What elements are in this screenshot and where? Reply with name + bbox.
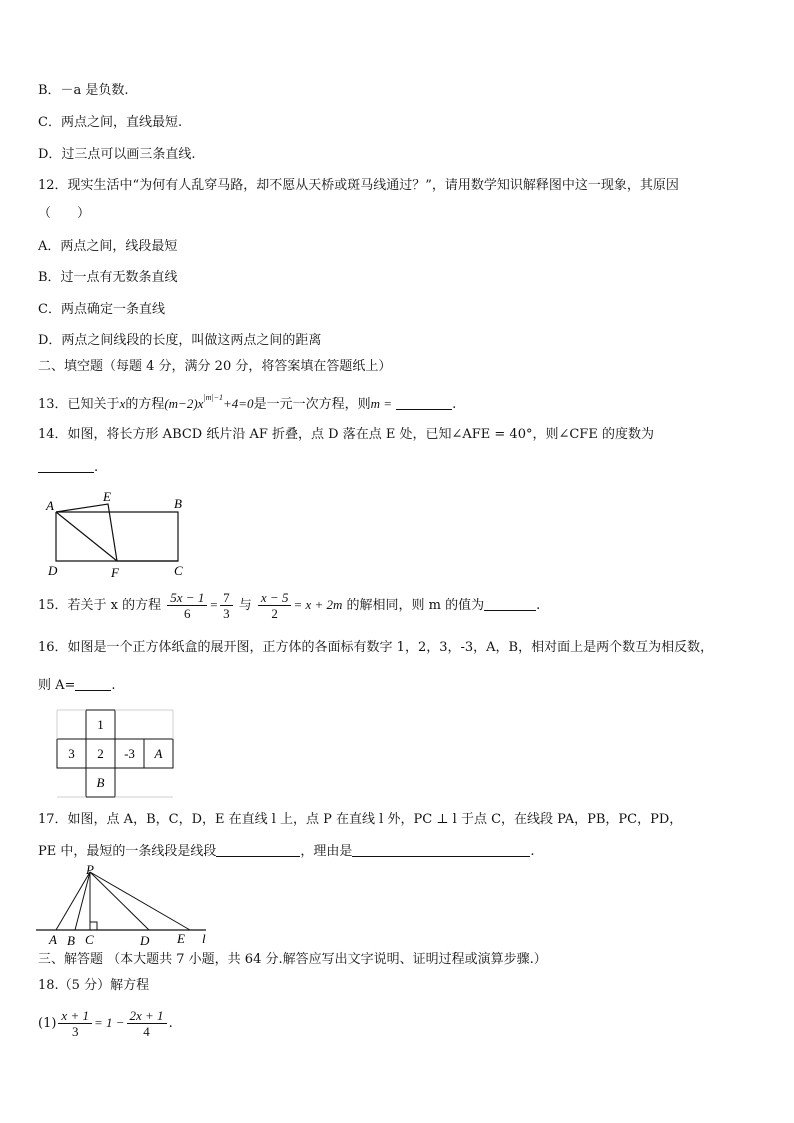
q17-right-angle-mark	[90, 922, 97, 930]
q16-value-top: 1	[97, 717, 104, 732]
q17-label-l: l	[202, 931, 206, 946]
q14-answer	[38, 458, 98, 478]
q16-answer	[38, 676, 116, 696]
q15-mid: 与	[238, 598, 252, 613]
q14-label-e: E	[103, 489, 111, 504]
q14-label-f: F	[111, 565, 119, 580]
q16-stem: 16．如图是一个正方体纸盒的展开图，正方体的各面标有数字 1，2，3，-3，A，B，相对面上是两个数互为相反数，	[38, 640, 714, 655]
q13-post: 是一元一次方程，则	[253, 397, 371, 412]
q16-value-right2: A	[154, 746, 163, 761]
q15-answer-blank[interactable]	[484, 596, 536, 611]
q18-rhs: = 1 −	[93, 1015, 125, 1030]
q17-label-e: E	[177, 931, 185, 946]
q13	[38, 388, 456, 415]
q16-a-equals: 则 A=	[38, 678, 76, 693]
q12-option-b: B．过一点有无数条直线	[38, 270, 178, 285]
section-2-heading: 二、填空题（每题 4 分，满分 20 分，将答案填在答题纸上）	[38, 359, 392, 374]
q17-line-2b: ，理由是	[300, 844, 353, 859]
q18-equation	[38, 1003, 173, 1044]
q16-cube-net	[54, 708, 176, 798]
q14-answer-blank[interactable]	[38, 458, 94, 473]
q17-segment-pb	[75, 872, 90, 930]
q17-line-2	[38, 842, 535, 862]
q17-end: .	[530, 844, 535, 859]
q13-answer-blank[interactable]	[396, 395, 452, 410]
q15-fraction-1: $\frac{5x - 1}{6}$	[167, 590, 207, 621]
q14-stem: 14．如图，将长方形 ABCD 纸片沿 AF 折叠，点 D 落在点 E 处，已知∠AFE = 40°，则∠CFE 的度数为	[38, 427, 654, 442]
q16-answer-blank[interactable]	[75, 676, 111, 691]
q16-end: .	[111, 678, 116, 693]
q15-rhs: = x + 2m	[293, 597, 343, 612]
q17-label-p: P	[86, 862, 94, 877]
q17-label-a: A	[49, 932, 57, 947]
q12-paren: （ ）	[38, 206, 91, 221]
q13-x: x	[119, 396, 126, 411]
q18-part-label: (1)	[38, 1016, 57, 1031]
q14-label-c: C	[174, 563, 183, 578]
q16-value-left: 3	[68, 746, 75, 761]
q15-end: .	[536, 598, 541, 613]
q15-equals: =	[209, 597, 219, 612]
q12-option-a: A．两点之间，线段最短	[38, 239, 178, 254]
q14-fold-line-af	[56, 512, 117, 561]
q17-segment-pa	[56, 872, 90, 930]
q13-exponent: |m|−1	[203, 393, 224, 402]
q16-value-center: 2	[97, 746, 104, 761]
q16-value-right1: -3	[124, 746, 135, 761]
q14-figure	[40, 488, 200, 580]
q15-pre: 15．若关于 x 的方程	[38, 598, 162, 613]
q15-fraction-3: $\frac{x - 5}{2}$	[258, 590, 292, 621]
q13-equation: (m−2)x	[164, 396, 204, 411]
q13-pre: 13．已知关于	[38, 397, 120, 412]
q12-option-c: C．两点确定一条直线	[38, 302, 165, 317]
q14-end: .	[94, 460, 99, 475]
q15-fraction-2: $\frac{7}{3}$	[220, 590, 233, 621]
q17-label-c: C	[85, 932, 94, 947]
q15	[38, 585, 540, 626]
q13-m: m =	[370, 396, 392, 411]
q16-value-bottom: B	[96, 775, 105, 790]
q11-option-d: D．过三点可以画三条直线.	[38, 147, 196, 162]
q11-option-b: B．－a 是负数.	[38, 83, 129, 98]
q15-post: 的解相同，则 m 的值为	[346, 598, 485, 613]
q14-label-b: B	[174, 496, 182, 511]
q12-option-d: D．两点之间线段的长度，叫做这两点之间的距离	[38, 333, 322, 348]
q17-label-b: B	[67, 933, 75, 948]
q17-segment-blank[interactable]	[216, 842, 300, 857]
q13-mid: 的方程	[125, 397, 165, 412]
q17-figure	[34, 862, 224, 950]
q11-option-c: C．两点之间，直线最短.	[38, 115, 183, 130]
q17-line-1: 17．如图，点 A，B，C，D，E 在直线 l 上，点 P 在直线 l 外，PC ⊥ l 于点 C，在线段 PA，PB，PC，PD，	[38, 812, 683, 827]
q14-label-a: A	[46, 498, 54, 513]
q18-fraction-2: $\frac{2x + 1}{4}$	[127, 1008, 167, 1039]
q17-reason-blank[interactable]	[352, 842, 530, 857]
q17-label-d: D	[140, 933, 150, 948]
q14-label-d: D	[48, 563, 58, 578]
q18-fraction-1: $\frac{x + 1}{3}$	[58, 1008, 92, 1039]
q18-end: .	[168, 1016, 173, 1031]
q13-end: .	[452, 397, 457, 412]
q14-rectangle	[56, 512, 178, 561]
q18-title: 18.（5 分）解方程	[38, 978, 150, 993]
q13-equation-rest: +4=0	[223, 396, 254, 411]
section-3-heading: 三、解答题 （本大题共 7 小题，共 64 分.解答应写出文字说明、证明过程或演算步骤.）	[38, 952, 547, 967]
q17-line-2a: PE 中，最短的一条线段是线段	[38, 844, 217, 859]
q12-stem: 12．现实生活中“为何有人乱穿马路，却不愿从天桥或斑马线通过？”，请用数学知识解释图中这一现象，其原因	[38, 178, 679, 193]
